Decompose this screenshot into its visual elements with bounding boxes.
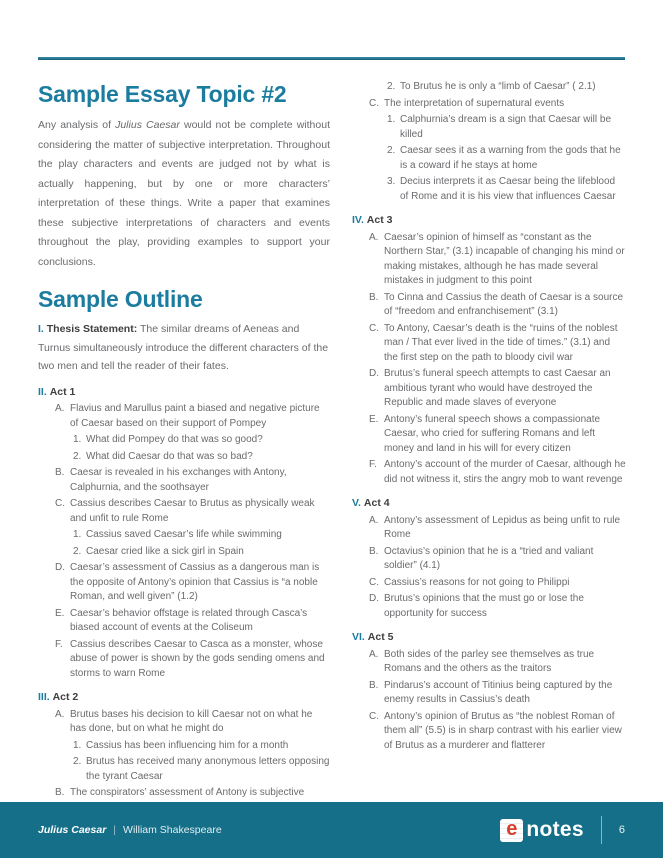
outline-section xyxy=(352,630,626,753)
footer-separator: | xyxy=(113,824,117,836)
outline-title: Sample Outline xyxy=(38,286,203,312)
outline-item-text: The conspirators’ assessment of Antony is subjective xyxy=(70,787,305,798)
outline-section-heading xyxy=(352,496,626,511)
outline-section xyxy=(352,496,626,621)
paragraph-text: Any analysis of xyxy=(38,119,116,131)
outline-item xyxy=(352,80,626,95)
outline-item-marker: 2. xyxy=(73,545,82,557)
outline-item-marker: A. xyxy=(369,514,379,526)
outline-item-text: Brutus’s funeral speech attempts to cast Caesar an ambitious tyrant who would have destroyed the Republic and made slaves of everyone xyxy=(384,368,611,408)
outline-item-marker: D. xyxy=(55,562,65,573)
outline-item-text: Antony’s assessment of Lepidus as being unfit to rule Rome xyxy=(384,514,621,540)
section-title: Act 3 xyxy=(366,214,393,226)
outline-right-sections xyxy=(352,80,626,753)
outline-item-marker: B. xyxy=(369,291,379,303)
section-title: Act 4 xyxy=(363,497,390,509)
outline-item xyxy=(38,497,330,526)
outline-item-marker: A. xyxy=(369,648,379,660)
outline-item-marker: 2. xyxy=(73,756,82,767)
outline-item xyxy=(352,367,626,411)
outline-item-marker: 2. xyxy=(73,450,82,462)
outline-item xyxy=(38,786,330,801)
outline-item xyxy=(38,545,330,560)
outline-item-text: Cassius has been influencing him for a month xyxy=(86,739,289,751)
outline-item-marker: D. xyxy=(369,593,379,604)
section-numeral: II. xyxy=(38,385,47,398)
section-numeral: VI. xyxy=(352,631,365,643)
outline-item xyxy=(38,433,330,448)
outline-item-text: To Antony, Caesar’s death is the “ruins of the noblest man / That ever lived in the tide of times.” (3.1) and the first step on the path to bloody civil war xyxy=(384,322,618,363)
enotes-logo xyxy=(500,818,584,842)
outline-item-marker: B. xyxy=(55,787,65,798)
outline-item-marker: E. xyxy=(369,413,379,425)
outline-item-text: Flavius and Marullus paint a biased and negative picture of Caesar based on their support of Pompey xyxy=(70,403,320,429)
outline-section-heading xyxy=(352,630,626,645)
outline-item xyxy=(352,679,626,708)
outline-section xyxy=(352,80,626,204)
outline-item-text: Brutus has received many anonymous letters opposing the tyrant Caesar xyxy=(86,756,330,782)
footer-author: William Shakespeare xyxy=(123,824,222,836)
outline-section xyxy=(38,385,330,682)
outline-item-text: Caesar cried like a sick girl in Spain xyxy=(86,545,244,557)
outline-item xyxy=(38,402,330,431)
outline-item-text: Antony’s account of the murder of Caesar, although he did not witness it, stirs the angry mob to want revenge xyxy=(384,459,626,485)
footer-bar xyxy=(0,802,663,858)
outline-item-marker: D. xyxy=(369,368,379,379)
outline-item xyxy=(352,576,626,591)
thesis-label: Thesis Statement: xyxy=(46,323,138,335)
outline-item-marker: B. xyxy=(369,545,379,557)
outline-item-marker: C. xyxy=(55,498,65,509)
outline-item xyxy=(38,607,330,636)
outline-item xyxy=(38,755,330,784)
outline-item xyxy=(352,514,626,543)
section-title: Act 5 xyxy=(367,631,394,643)
content-area xyxy=(38,76,626,819)
outline-item-marker: 2. xyxy=(387,145,396,156)
outline-item-text: What did Caesar do that was so bad? xyxy=(86,450,253,462)
outline-item xyxy=(38,466,330,495)
outline-item-marker: A. xyxy=(55,708,65,720)
outline-left-sections xyxy=(38,385,330,818)
outline-item-marker: 1. xyxy=(73,434,82,445)
outline-item xyxy=(352,291,626,320)
thesis-text: The similar dreams of Aeneas and Turnus simultaneously introduce the different characters of the two men and tell the reader of their fates. xyxy=(38,323,329,372)
page-number: 6 xyxy=(618,824,625,836)
top-rule-divider xyxy=(38,57,625,60)
footer-right xyxy=(500,816,625,844)
outline-item-text: Caesar’s opinion of himself as “constant as the Northern Star,” (3.1) incapable of changing his mind or making mistakes, although he has made several mistakes in judgment to this point xyxy=(384,231,625,286)
outline-item-text: Cassius describes Caesar to Brutus as physically weak and unfit to rule Rome xyxy=(70,498,315,524)
outline-item xyxy=(38,450,330,465)
enotes-e-icon: e xyxy=(500,819,523,842)
outline-item-text: Both sides of the parley see themselves as true Romans and the others as the traitors xyxy=(384,648,595,674)
outline-item-marker: B. xyxy=(55,467,65,478)
outline-item-text: Cassius saved Caesar’s life while swimming xyxy=(86,529,282,540)
outline-item-text: Caesar’s assessment of Cassius as a dangerous man is the opposite of Antony’s opinion that Cassius is “a noble Roman, and well given” (1.2) xyxy=(70,562,320,602)
outline-item-text: Decius interprets it as Caesar being the lifeblood of Rome and it is his view that influences Caesar xyxy=(400,176,616,202)
outline-item xyxy=(38,528,330,543)
outline-item-marker: 1. xyxy=(73,529,82,540)
outline-item xyxy=(352,113,626,142)
outline-item-text: Caesar sees it as a warning from the gods that he is a coward if he stays at home xyxy=(400,145,621,171)
outline-item-text: To Brutus he is only a “limb of Caesar” ( 2.1) xyxy=(400,81,596,92)
outline-section xyxy=(38,690,330,817)
paragraph-text: would not be complete without considering the matter of subjective interpretation. Throughout the play characters and events are judged not by what is actually happening, but by one or more characters’ interpretation of these things. Write a paper that examines these subjective interpretations of characters and events throughout the play, providing examples to support your conclusions. xyxy=(38,119,330,268)
outline-item-text: Antony’s funeral speech shows a compassionate Caesar, who cried for suffering Romans and left money and land in his will for every citizen xyxy=(384,413,601,454)
outline-item-text: Caesar’s behavior offstage is related through Casca’s biased account of events at the Coliseum xyxy=(70,607,308,633)
outline-item-text: Cassius describes Caesar to Casca as a monster, whose abuse of power is shown by the gods sending omens and storms to warn Rome xyxy=(70,638,325,679)
outline-item-text: Antony’s opinion of Brutus as “the noblest Roman of them all” (5.5) is in sharp contrast with his earlier view of Brutus as a murderer and flatterer xyxy=(384,710,622,751)
outline-item xyxy=(352,592,626,621)
outline-item-text: Octavius’s opinion that he is a “tried and valiant soldier” (4.1) xyxy=(384,545,594,571)
footer-book-info xyxy=(38,824,222,836)
outline-item xyxy=(352,458,626,487)
section-numeral: V. xyxy=(352,497,361,509)
outline-item xyxy=(352,710,626,754)
outline-item-marker: 1. xyxy=(73,739,82,751)
thesis-numeral: I. xyxy=(38,323,44,335)
outline-item xyxy=(38,708,330,737)
outline-section-heading xyxy=(352,213,626,228)
section-title: Act 1 xyxy=(49,385,76,398)
outline-item-text: Pindarus’s account of Titinius being captured by the enemy results in Cassius’s death xyxy=(384,679,613,705)
outline-item-marker: F. xyxy=(55,638,63,650)
outline-item xyxy=(352,413,626,457)
outline-item-marker: 2. xyxy=(387,81,396,92)
outline-item-text: Calphurnia’s dream is a sign that Caesar will be killed xyxy=(400,114,612,140)
outline-item-text: Brutus’s opinions that the must go or lose the opportunity for success xyxy=(384,593,584,619)
outline-item xyxy=(352,175,626,204)
outline-item xyxy=(352,144,626,173)
right-column xyxy=(352,76,626,755)
outline-item-marker: C. xyxy=(369,97,379,109)
outline-item-marker: C. xyxy=(369,710,379,722)
outline-item-marker: A. xyxy=(369,231,379,243)
left-column xyxy=(38,76,330,819)
thesis-statement xyxy=(38,320,330,376)
outline-item xyxy=(352,322,626,366)
outline-item xyxy=(352,231,626,289)
outline-item-marker: C. xyxy=(369,576,379,588)
book-title-italic: Julius Caesar xyxy=(115,119,180,131)
outline-item-marker: B. xyxy=(369,679,379,691)
outline-item xyxy=(38,739,330,754)
outline-item-marker: A. xyxy=(55,403,65,414)
outline-item-text: Caesar is revealed in his exchanges with Antony, Calphurnia, and the soothsayer xyxy=(70,467,287,493)
outline-item xyxy=(38,638,330,682)
outline-item-marker: 1. xyxy=(387,114,396,125)
outline-item xyxy=(38,561,330,605)
outline-item-marker: E. xyxy=(55,607,65,619)
footer-book-title: Julius Caesar xyxy=(38,824,107,836)
section-numeral: III. xyxy=(38,691,50,703)
outline-item xyxy=(352,545,626,574)
essay-topic-paragraph xyxy=(38,116,330,272)
outline-item xyxy=(352,97,626,112)
enotes-wordmark: notes xyxy=(526,818,584,841)
outline-item-marker: C. xyxy=(369,322,379,334)
outline-section xyxy=(352,213,626,487)
section-title: Act 2 xyxy=(52,691,79,703)
outline-section-heading xyxy=(38,690,330,705)
outline-item-text: The interpretation of supernatural events xyxy=(384,97,565,109)
essay-topic-title: Sample Essay Topic #2 xyxy=(38,81,287,107)
outline-item-text: What did Pompey do that was so good? xyxy=(86,434,263,445)
outline-item-marker: F. xyxy=(369,459,377,470)
outline-item-text: To Cinna and Cassius the death of Caesar is a source of “freedom and enfranchisement” (3.1) xyxy=(384,291,624,317)
outline-item xyxy=(352,648,626,677)
outline-item-marker: 3. xyxy=(387,176,396,187)
outline-item-text: Cassius’s reasons for not going to Philippi xyxy=(384,576,570,588)
footer-divider xyxy=(601,816,602,844)
outline-item-text: Brutus bases his decision to kill Caesar not on what he has done, but on what he might do xyxy=(70,708,313,734)
outline-section-heading xyxy=(38,385,330,400)
section-numeral: IV. xyxy=(352,214,364,226)
